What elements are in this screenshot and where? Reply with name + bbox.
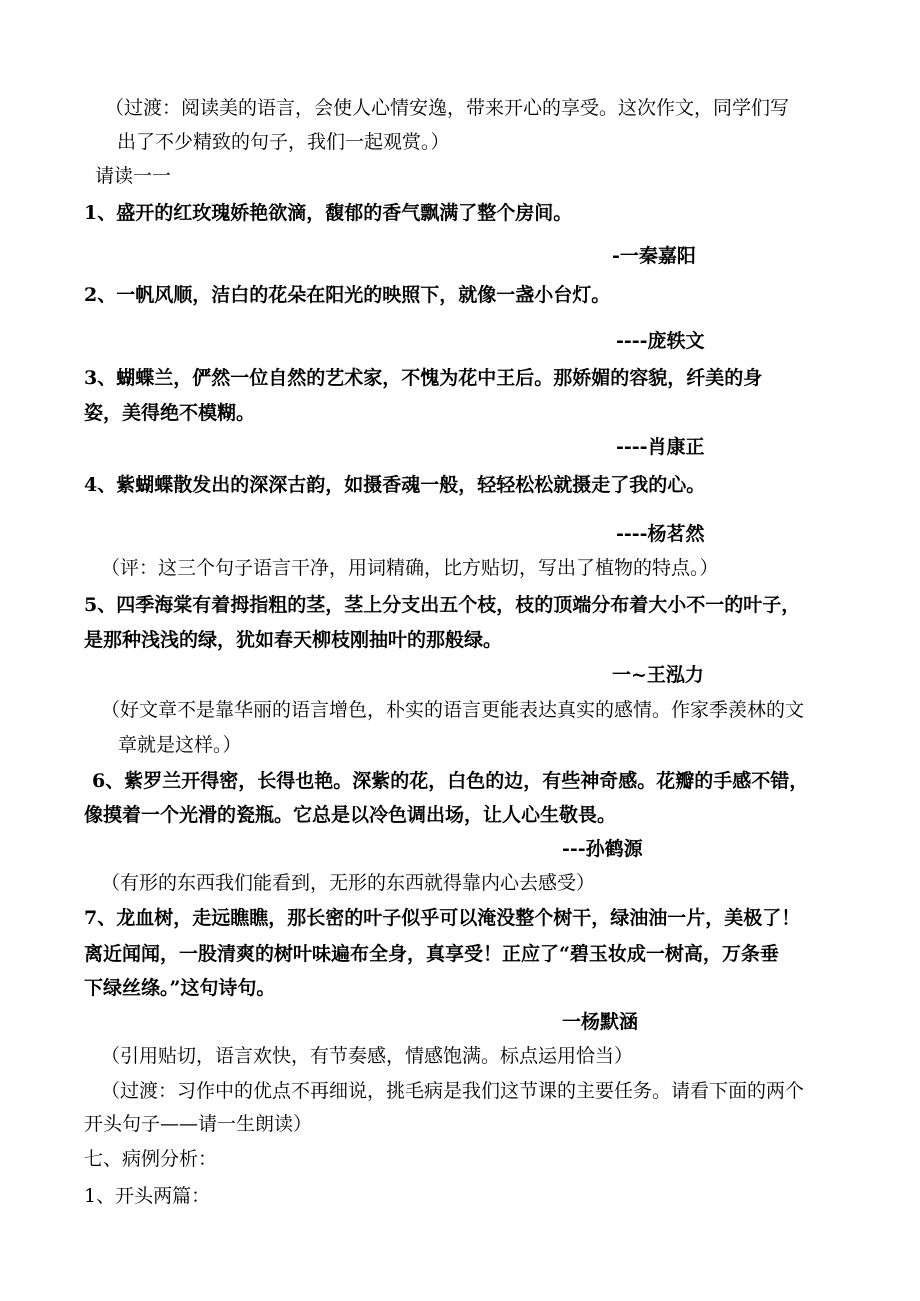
- read-prompt: 请读一一: [95, 165, 172, 187]
- sentence-3-line-2: 姿，美得绝不模糊。: [84, 402, 256, 424]
- item-heading: 1、开头两篇：: [84, 1185, 211, 1207]
- author-7: 一杨默涵: [562, 1011, 639, 1033]
- sentence-5-line-1: 5、四季海棠有着拇指粗的茎，茎上分支出五个枝，枝的顶端分布着大小不一的叶子，: [84, 594, 801, 616]
- sentence-5-line-2: 是那种浅浅的绿，犹如春天柳枝刚抽叶的那般绿。: [84, 629, 503, 651]
- section-heading: 七、病例分析：: [84, 1148, 218, 1170]
- author-5: 一~王泓力: [612, 664, 704, 686]
- sentence-7-line-2: 离近闻闻，一股清爽的树叶味遍布全身，真享受！正应了“碧玉妆成一树高，万条垂: [84, 943, 779, 965]
- transition-paragraph-line-1: （过渡：阅读美的语言，会使人心情安逸，带来开心的享受。这次作文，同学们写: [105, 97, 790, 119]
- sentence-6-line-1: 6、紫罗兰开得密，长得也艳。深紫的花，白色的边，有些神奇感。花瓣的手感不错，: [92, 770, 809, 792]
- sentence-6-line-2: 像摸着一个光滑的瓷瓶。它总是以冷色调出场，让人心生敬畏。: [84, 804, 617, 826]
- transition-paragraph-line-2: 出了不少精致的句子，我们一起观赏。）: [117, 131, 450, 153]
- author-3: ----肖康正: [616, 436, 705, 458]
- sentence-3-line-1: 3、蝴蝶兰，俨然一位自然的艺术家，不愧为花中王后。那娇媚的容貌，纤美的身: [84, 367, 763, 389]
- comment-2-line-2: 章就是这样。）: [118, 734, 242, 756]
- author-4: ----杨茗然: [616, 523, 705, 545]
- sentence-2: 2、一帆风顺，洁白的花朵在阳光的映照下，就像一盏小台灯。: [84, 284, 611, 306]
- comment-3: （有形的东西我们能看到，无形的东西就得靠内心去感受）: [101, 872, 596, 894]
- sentence-1: 1、盛开的红玫瑰娇艳欲滴，馥郁的香气飘满了整个房间。: [84, 202, 573, 224]
- comment-4: （引用贴切，语言欢快，有节奏感，情感饱满。标点运用恰当）: [101, 1045, 634, 1067]
- transition-2-line-1: （过渡：习作中的优点不再细说，挑毛病是我们这节课的主要任务。请看下面的两个: [101, 1080, 805, 1102]
- transition-2-line-2: 开头句子——请一生朗读）: [84, 1113, 313, 1135]
- author-6: ---孙鹤源: [562, 838, 643, 860]
- sentence-4: 4、紫蝴蝶散发出的深深古韵，如摄香魂一般，轻轻松松就摄走了我的心。: [84, 474, 706, 496]
- author-2: ----庞轶文: [616, 330, 705, 352]
- sentence-7-line-3: 下绿丝绦。”这句诗句。: [84, 977, 276, 999]
- author-1: -一秦嘉阳: [612, 245, 696, 267]
- sentence-7-line-1: 7、龙血树，走远瞧瞧，那长密的叶子似乎可以淹没整个树干，绿油油一片，美极了！: [84, 907, 801, 929]
- comment-1: （评：这三个句子语言干净，用词精确，比方贴切，写出了植物的特点。）: [101, 557, 719, 579]
- comment-2-line-1: （好文章不是靠华丽的语言增色，朴实的语言更能表达真实的感情。作家季羡林的文: [101, 699, 805, 721]
